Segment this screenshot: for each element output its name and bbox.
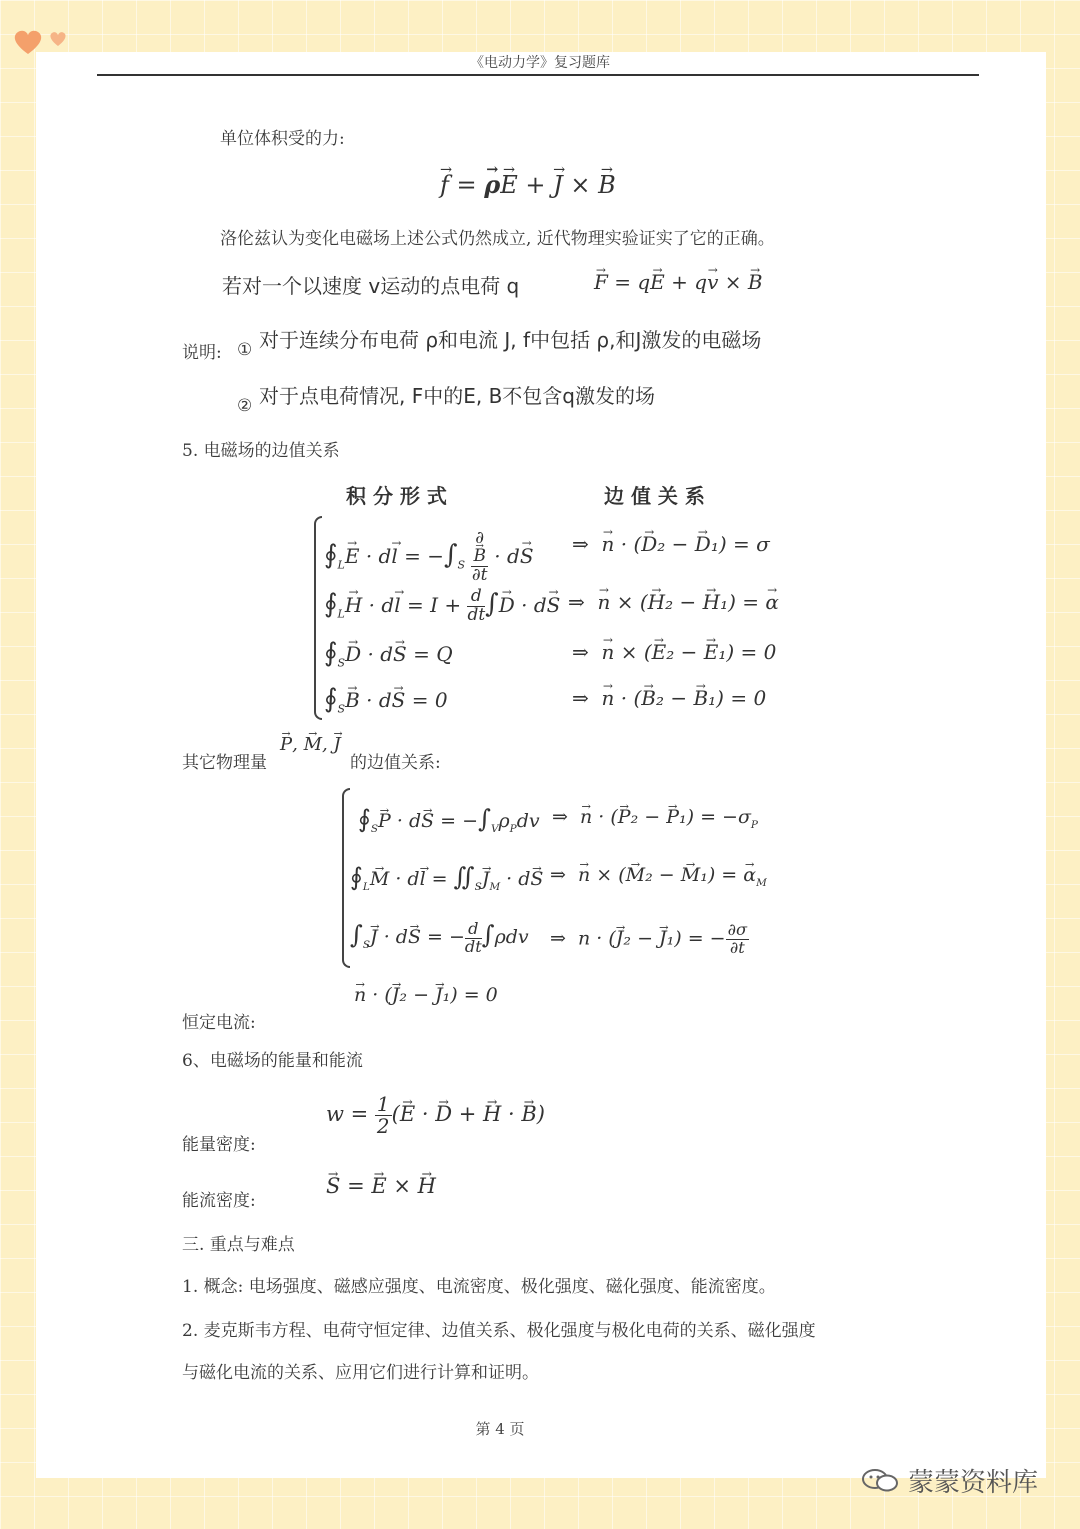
explain-label: 说明: [182, 343, 222, 363]
integral-eq-1: $∮_L\to E \cdot d\to l = -\int_S$ ∂ → B ∂t · d→ S [324, 530, 534, 585]
watermark-text: 蒙蒙资料库 [908, 1468, 1039, 1498]
col-integral-heading: 积 分 形 式 [346, 484, 447, 508]
page-number: 第 4 页 [475, 1420, 525, 1438]
section6-title: 6、电磁场的能量和能流 [182, 1051, 363, 1071]
boundary2-eq-3: ⇒ n · (→ J₂ − → J₁) = − $\frac{\partial\sigma}{\partial t}$ [550, 922, 749, 957]
point-charge-text: 若对一个以速度 v运动的点电荷 q [222, 274, 520, 298]
energy-flux-formula: → S = → E × → H [326, 1174, 436, 1198]
boundary2-eq-2: ⇒ → n × (→ M₂ − → M₁) = → $\alpha_M$ [550, 864, 767, 889]
boundary-eq-2: ⇒ → n × (→ H₂ − → H₁) = → α [568, 590, 779, 614]
other-quantities-vars: → P, → M, → J [280, 734, 341, 755]
note1-text: 对于连续分布电荷 ρ和电流 J, f中包括 ρ,和J激发的电磁场 [259, 328, 762, 352]
section5-title: 5. 电磁场的边值关系 [182, 441, 340, 461]
integral-eq-4: $∮_S\to B \cdot d\to S = 0$ [324, 684, 448, 716]
integral-eq-2: $∮_L\to H \cdot d\to l = I$ + $\frac{d}{dt}$ ∫→ D · d→ S [324, 588, 560, 625]
brace-1 [314, 516, 322, 720]
page-header: 《电动力学》复习题库 [470, 55, 610, 71]
key-points-title: 三. 重点与难点 [182, 1235, 295, 1255]
boundary2-eq-1: ⇒ → n · (→ P₂ − → $P_1) = -\sigma_P$ [552, 806, 758, 831]
key-points-item-1: 1. 概念: 电场强度、磁感应强度、电流密度、极化强度、磁化强度、能流密度。 [182, 1277, 776, 1297]
brace-2 [342, 788, 350, 968]
steady-current-formula: → n · (→ J₂ − → J₁) = 0 [354, 984, 498, 1006]
energy-density-label: 能量密度: [182, 1135, 256, 1155]
lorentz-note: 洛伦兹认为变化电磁场上述公式仍然成立, 近代物理实验证实了它的正确。 [220, 229, 775, 249]
key-points-item-2b: 与磁化电流的关系、应用它们进行计算和证明。 [182, 1363, 539, 1383]
steady-current-label: 恒定电流: [182, 1013, 256, 1033]
wechat-icon [862, 1468, 900, 1492]
energy-density-formula: w = $\frac{1}{2}$ (→ E · → D + → H · → B) [326, 1094, 545, 1137]
point-charge-formula: → F = q→ E + q→ v × → B [594, 270, 763, 294]
other-quantities-suffix: 的边值关系: [350, 753, 441, 773]
note2-number: ② [237, 396, 253, 416]
boundary-eq-3: ⇒ → n × (→ E₂ − → E₁) = 0 [572, 640, 776, 664]
force-formula: → f = → ρ→ E + → J × → B [440, 170, 616, 199]
integral-eq-3: $∮_S\to D \cdot d\to S = Q$ [324, 638, 453, 670]
force-label: 单位体积受的力: [220, 129, 345, 149]
col-boundary-heading: 边 值 关 系 [604, 484, 705, 508]
key-points-item-2a: 2. 麦克斯韦方程、电荷守恒定律、边值关系、极化强度与极化电荷的关系、磁化强度 [182, 1321, 816, 1341]
note2-text: 对于点电荷情况, F中的E, B不包含q激发的场 [259, 384, 655, 408]
integral2-eq-1: $∮_S\to P \cdot d\to S = -\int_V\rho_Pdv$ [358, 804, 540, 835]
note1-number: ① [237, 340, 253, 360]
integral2-eq-2: $∮_L\to M \cdot d\to l$ = $∬_S\to J_M \cdot d\to S$ [350, 862, 543, 893]
header-rule [97, 74, 979, 76]
boundary-eq-4: ⇒ → n · (→ B₂ − → B₁) = 0 [572, 686, 766, 710]
integral2-eq-3: $\int_S\to J \cdot d\to S$ = − $\frac{d}{dt}$ ∫ρdv [350, 920, 529, 955]
boundary-eq-1: ⇒ → n · (→ D₂ − → D₁) = σ [572, 532, 770, 556]
other-quantities-prefix: 其它物理量 [182, 753, 267, 773]
energy-flux-label: 能流密度: [182, 1191, 256, 1211]
